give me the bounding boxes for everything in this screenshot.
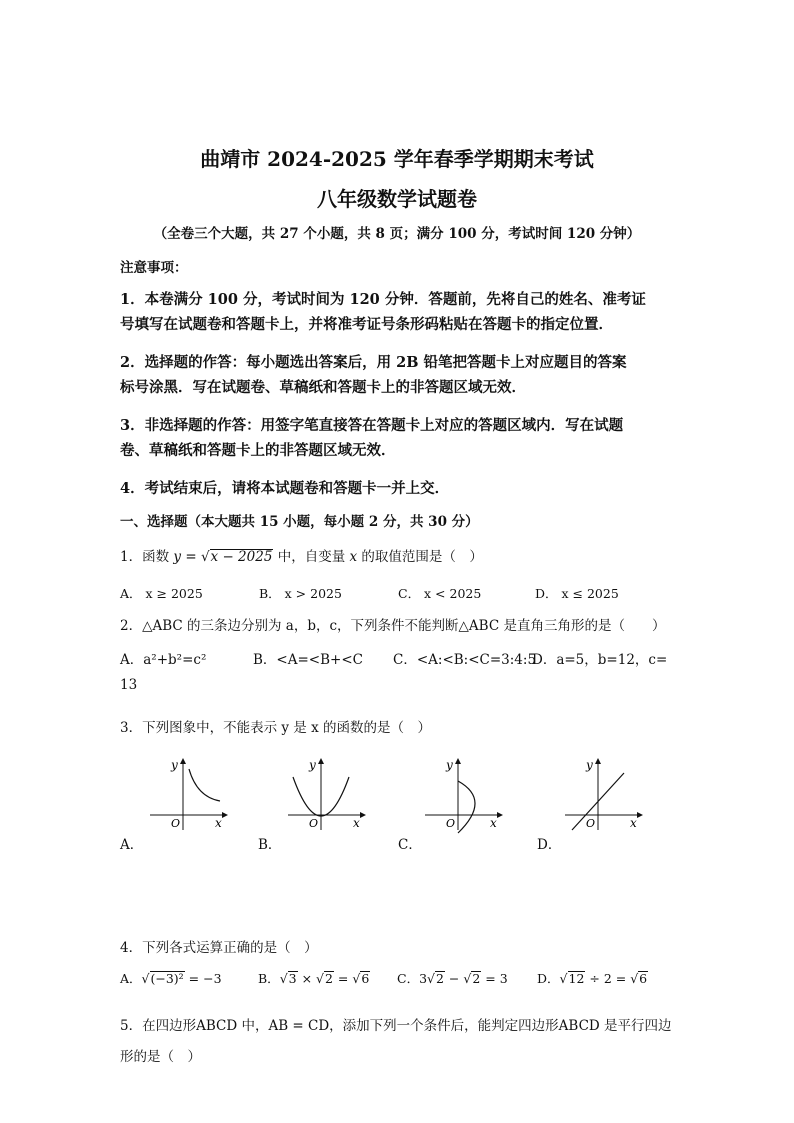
question-1-func-lhs: y (173, 549, 182, 565)
question-1-radicand: x − 2025 (210, 549, 273, 565)
question-2-option-b: B．<A=<B+<C (253, 652, 363, 668)
question-2-stem: 2．△ABC 的三条边分别为 a，b，c，下列条件不能判断△ABC 是直角三角形的是（ ） (120, 618, 666, 634)
question-1-option-c: C． x < 2025 (398, 586, 482, 601)
radicand: 12 (568, 971, 585, 986)
option-label: D． (537, 971, 560, 986)
question-5-line-2: 形的是（ ） (120, 1049, 201, 1065)
question-2-option-d-continued: 13 (120, 677, 138, 693)
sqrt-sign: √ (427, 971, 435, 986)
graph-d (560, 755, 650, 835)
origin-label: O (446, 817, 456, 830)
question-1-number: 1． (120, 549, 143, 565)
origin-label: O (309, 817, 319, 830)
x-axis-label: x (353, 816, 360, 830)
origin-label: O (171, 817, 181, 830)
question-5-line-1: 5．在四边形ABCD 中，AB = CD，添加下列一个条件后，能判定四边形ABCD 是平行四边 (120, 1018, 672, 1034)
y-axis-label: y (171, 758, 178, 772)
equals: = (333, 971, 353, 986)
notice-item-3-line-1: 3．非选择题的作答：用签字笔直接答在答题卡上对应的答题区域内．写在试题 (120, 417, 624, 434)
radicand: (−3)² (150, 971, 184, 986)
sqrt-sign: √ (141, 971, 150, 986)
x-axis-label: x (215, 816, 222, 830)
question-4-option-c (397, 969, 508, 987)
y-axis-label: y (309, 758, 316, 772)
option-label: C． (397, 971, 420, 986)
radicand: 2 (325, 971, 333, 986)
result: = −3 (184, 971, 222, 986)
sqrt-sign: √ (200, 549, 210, 565)
question-2-option-c: C．<A:<B:<C=3:4:5 (393, 652, 537, 668)
operator: ÷ 2 = (585, 971, 631, 986)
graph-c-label: C． (398, 837, 422, 853)
radicand: 3 (288, 971, 297, 986)
notice-heading: 注意事项： (120, 260, 188, 276)
question-2-option-a: A．a²+b²=c² (120, 652, 207, 668)
sqrt-sign: √ (279, 971, 288, 986)
question-1-option-b: B． x > 2025 (259, 586, 342, 601)
graph-a (145, 755, 235, 835)
question-1-var: x (349, 549, 358, 565)
exam-subtitle-title: 八年级数学试题卷 (317, 187, 477, 211)
coefficient: 3 (419, 971, 428, 986)
origin-label: O (586, 817, 596, 830)
radicand: 6 (361, 971, 370, 986)
sqrt-sign: √ (630, 971, 639, 986)
section-1-heading: 一、选择题（本大题共 15 小题，每小题 2 分，共 30 分） (120, 514, 479, 530)
question-1-option-d: D． x ≤ 2025 (535, 586, 619, 601)
sqrt-sign: √ (316, 971, 324, 986)
sqrt-sign: √ (463, 971, 472, 986)
question-4-stem: 4．下列各式运算正确的是（ ） (120, 940, 318, 956)
sqrt-sign: √ (352, 971, 361, 986)
question-1-pre: 函数 (142, 549, 174, 565)
exam-title: 曲靖市 2024-2025 学年春季学期期末考试 (200, 147, 594, 171)
x-axis-label: x (630, 816, 637, 830)
operator: − (444, 971, 464, 986)
question-2-option-d: D．a=5，b=12，c= (532, 652, 668, 668)
notice-item-1-line-1: 1．本卷满分 100 分，考试时间为 120 分钟．答题前，先将自己的姓名、准考证 (120, 291, 646, 308)
option-label: A． (120, 971, 142, 986)
question-1-tail: 的取值范围是（ ） (357, 549, 483, 565)
radicand: 2 (436, 971, 444, 986)
notice-item-2-line-1: 2．选择题的作答：每小题选出答案后，用 2B 铅笔把答题卡上对应题目的答案 (120, 354, 627, 371)
exam-info: （全卷三个大题，共 27 个小题，共 8 页；满分 100 分，考试时间 120 分钟） (153, 226, 641, 242)
graph-b (283, 755, 373, 835)
notice-item-2-line-2: 标号涂黑．写在试题卷、草稿纸和答题卡上的非答题区域无效． (120, 379, 526, 396)
graph-c (420, 755, 510, 835)
question-1-stem (120, 545, 483, 565)
question-4-option-d (537, 969, 648, 987)
x-axis-label: x (490, 816, 497, 830)
radicand: 6 (639, 971, 648, 986)
question-4-option-a (120, 969, 222, 987)
operator: × (297, 971, 317, 986)
graph-a-label: A． (120, 837, 144, 853)
notice-item-1-line-2: 号填写在试题卷和答题卡上，并将准考证号条形码粘贴在答题卡的指定位置． (120, 316, 613, 333)
option-label: B． (258, 971, 280, 986)
radicand: 2 (472, 971, 481, 986)
graph-d-label: D． (537, 837, 562, 853)
y-axis-label: y (446, 758, 453, 772)
sqrt-sign: √ (559, 971, 568, 986)
notice-item-4: 4．考试结束后，请将本试题卷和答题卡一并上交． (120, 480, 450, 497)
notice-item-3-line-2: 卷、草稿纸和答题卡上的非答题区域无效． (120, 442, 396, 459)
question-1-post: 中，自变量 (273, 549, 350, 565)
y-axis-label: y (586, 758, 593, 772)
question-3-stem: 3．下列图象中，不能表示 y 是 x 的函数的是（ ） (120, 720, 431, 736)
graph-b-label: B． (258, 837, 282, 853)
question-1-func-eq: = (181, 549, 201, 565)
question-4-option-b (258, 969, 370, 987)
question-1-option-a: A． x ≥ 2025 (120, 586, 203, 601)
result: = 3 (481, 971, 508, 986)
